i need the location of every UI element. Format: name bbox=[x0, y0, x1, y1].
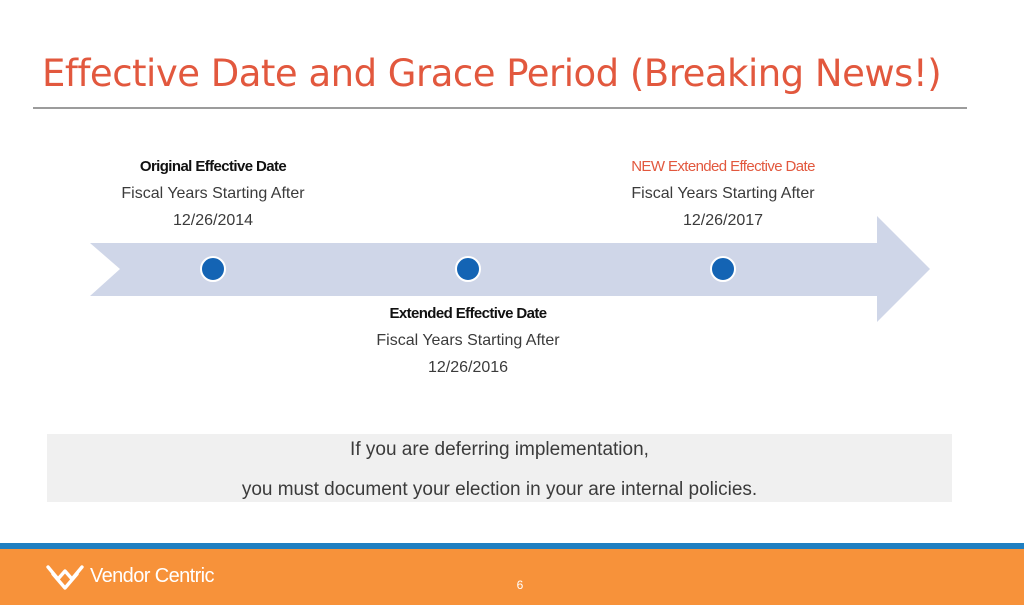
milestone-original bbox=[83, 153, 343, 234]
slide-title: Effective Date and Grace Period (Breaking News!) bbox=[42, 52, 942, 95]
note-line-1: If you are deferring implementation, bbox=[350, 439, 649, 460]
milestone-date: 12/26/2016 bbox=[427, 359, 509, 376]
note-box bbox=[47, 434, 952, 502]
timeline-marker-2016 bbox=[456, 257, 480, 281]
page-number: 6 bbox=[516, 578, 524, 592]
milestone-heading: Extended Effective Date bbox=[389, 305, 547, 322]
title-divider bbox=[33, 107, 967, 109]
vendor-centric-logo bbox=[46, 560, 214, 592]
timeline-marker-2014 bbox=[201, 257, 225, 281]
milestone-date: 12/26/2017 bbox=[682, 212, 764, 229]
milestone-heading: Original Effective Date bbox=[139, 158, 287, 175]
milestone-new-extended bbox=[593, 153, 853, 234]
milestone-heading: NEW Extended Effective Date bbox=[631, 158, 815, 175]
milestone-description: Fiscal Years Starting After bbox=[631, 185, 815, 202]
note-line-2: you must document your election in your are internal policies. bbox=[241, 479, 758, 500]
milestone-description: Fiscal Years Starting After bbox=[121, 185, 305, 202]
logo-mark-icon bbox=[46, 561, 84, 591]
brand-name: Vendor Centric bbox=[90, 564, 214, 587]
milestone-date: 12/26/2014 bbox=[172, 212, 254, 229]
milestone-description: Fiscal Years Starting After bbox=[376, 332, 560, 349]
milestone-extended bbox=[338, 300, 598, 381]
timeline-marker-2017 bbox=[711, 257, 735, 281]
footer-bar bbox=[0, 549, 1024, 605]
